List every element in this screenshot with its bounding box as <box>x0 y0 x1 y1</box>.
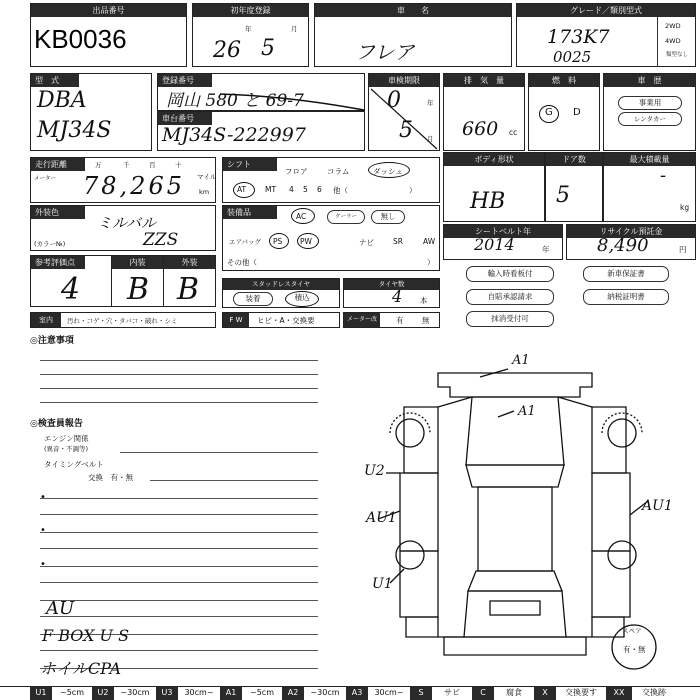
displacement-value: 660 <box>462 118 499 140</box>
score-interior: B <box>127 272 150 307</box>
legend-code-u1: U1 <box>30 686 52 700</box>
model-type-label: 型 式 <box>31 74 79 87</box>
model-type-value-2: MJ34S <box>37 118 112 143</box>
meter-status-yes[interactable]: 有 <box>396 316 404 325</box>
model-name-box <box>314 3 512 67</box>
model-name-value: フレア <box>355 40 415 64</box>
diagram-roof <box>478 487 552 571</box>
displacement-label: 排 気 量 <box>444 74 524 87</box>
meter-status-no[interactable]: 無 <box>422 316 430 325</box>
diagram-a1-hood: A1 <box>518 404 536 419</box>
diagram-spare-opt: 有・無 <box>623 645 646 654</box>
seatbelt-suffix: 年 <box>542 245 550 254</box>
fuel-diesel[interactable]: D <box>573 107 581 118</box>
model-type-value-1: DBA <box>37 88 87 113</box>
legend-desc-u1: ~5cm <box>60 688 84 697</box>
inspection-label: 車検期限 <box>369 74 439 87</box>
meter-status-label: メーター改 <box>344 313 380 327</box>
equipment-navi[interactable]: ナビ <box>359 238 374 247</box>
grade-label: グレード／類別型式 <box>517 4 695 17</box>
shift-dash[interactable]: ダッシュ <box>373 167 403 176</box>
body-label: ボディ形状 <box>444 153 544 166</box>
inspection-box <box>368 73 440 151</box>
equipment-airbag[interactable]: エアバッグ <box>229 238 261 246</box>
shift-gear-6[interactable]: 6 <box>317 185 322 194</box>
plate-box <box>157 73 365 111</box>
mileage-unit-man: 万 <box>95 161 102 169</box>
legend-code-a2: A2 <box>282 686 304 700</box>
legend-desc-a1: ~5cm <box>250 688 274 697</box>
equipment-cooler[interactable]: クーラー <box>327 210 365 224</box>
diagram-left-front-fender <box>404 407 438 473</box>
equipment-other: その他（ <box>227 258 257 267</box>
fw-label: F W <box>223 313 249 327</box>
first-reg-month-suffix: 月 <box>291 25 298 33</box>
mileage-unit-hyaku: 百 <box>149 161 156 169</box>
displacement-unit: cc <box>509 128 518 137</box>
diagram-rear-bumper <box>444 637 586 655</box>
first-reg-year-suffix: 年 <box>245 25 252 33</box>
legend-code-s: S <box>410 686 432 700</box>
score-exterior: B <box>177 272 200 307</box>
score-exterior-label: 外装 <box>164 256 215 269</box>
legend-code-a1: A1 <box>220 686 242 700</box>
shift-label: シフト <box>223 158 277 171</box>
doc-import-plate[interactable]: 輸入時看板付 <box>466 266 554 282</box>
doc-jibai[interactable]: 自賠承認請求 <box>466 289 554 305</box>
legend-desc-xx: 交換跡 <box>642 688 666 697</box>
studless-label: スタッドレスタイヤ <box>223 279 339 290</box>
first-reg-box <box>192 3 309 67</box>
grade-value-2: 0025 <box>553 48 592 66</box>
history-business[interactable]: 事業用 <box>618 96 682 110</box>
diagram-wheel-fr <box>608 419 636 447</box>
plate-label: 登録番号 <box>158 74 212 87</box>
inspector-hw-2: F BOX U S <box>42 626 130 645</box>
lot-number-box <box>30 3 187 67</box>
interior-strip-label: 室内 <box>31 313 61 327</box>
mileage-unit-km: km <box>199 188 210 196</box>
shift-other: 他（ <box>333 186 348 195</box>
diagram-u2: U2 <box>364 463 385 479</box>
legend-desc-u3: 30cm~ <box>184 688 214 697</box>
studless-box <box>222 278 340 308</box>
grade-ruibetsu: 類型なし <box>665 52 688 58</box>
shift-mt[interactable]: MT <box>265 185 277 194</box>
diagram-left-quarter <box>406 617 438 637</box>
diagram-a1-top: A1 <box>512 353 530 368</box>
inspector-engine: エンジン関係 <box>44 434 89 443</box>
model-type-box <box>30 73 152 151</box>
diagram-wheel-rr <box>608 541 636 569</box>
equipment-pw[interactable]: PW <box>300 237 312 246</box>
lot-number-label: 出品番号 <box>31 4 186 17</box>
legend-code-u3: U3 <box>156 686 178 700</box>
legend-desc-s: サビ <box>444 688 460 697</box>
equipment-ac[interactable]: AC <box>296 212 307 221</box>
doc-tax[interactable]: 納税証明書 <box>583 289 669 305</box>
mileage-unit-juu: 十 <box>175 161 182 169</box>
studless-opt1[interactable]: 装着 <box>233 292 273 306</box>
diagram-hood <box>466 397 564 465</box>
inspection-month-suffix: 月 <box>427 135 434 143</box>
legend-desc-a2: ~30cm <box>310 688 340 697</box>
equipment-box <box>222 205 440 271</box>
diagram-right-front-door <box>592 473 630 551</box>
capacity-unit: kg <box>680 203 690 212</box>
doors-box <box>545 152 603 222</box>
legend-desc-x: 交換要す <box>565 688 597 697</box>
inspector-title: ◎検査員報告 <box>30 419 83 429</box>
diagram-windshield <box>466 465 564 487</box>
fuel-gas[interactable]: G <box>545 107 553 118</box>
grade-4wd: 4WD <box>665 37 681 45</box>
body-box <box>443 152 545 222</box>
diagram-left-rear-door <box>400 551 438 617</box>
seatbelt-label: シートベルト年 <box>444 225 562 238</box>
equipment-other-close: ） <box>427 258 435 267</box>
legend-code-xx: XX <box>606 686 632 700</box>
body-value: HB <box>470 189 506 214</box>
diagram-right-front-fender <box>592 407 626 473</box>
displacement-box <box>443 73 525 151</box>
history-box <box>603 73 696 151</box>
tires-box <box>343 278 440 308</box>
grade-2wd: 2WD <box>665 22 681 30</box>
mileage-label: 走行距離 <box>31 158 85 171</box>
first-reg-label: 初年度登録 <box>193 4 308 17</box>
interior-strip-text: 汚れ・コゲ・穴・タバコ・破れ・シミ <box>67 317 178 325</box>
equipment-sr[interactable]: SR <box>393 237 403 246</box>
studless-opt2[interactable]: 積込 <box>294 293 310 302</box>
notes-title: ◎注意事項 <box>30 336 74 346</box>
color-code-label: (カラー№) <box>34 240 66 248</box>
score-value: 4 <box>61 272 81 307</box>
capacity-label: 最大積載量 <box>604 153 695 166</box>
legend-desc-c: 腐食 <box>506 688 522 697</box>
history-label: 車 歴 <box>604 74 695 87</box>
inspection-year: 0 <box>387 88 401 113</box>
mileage-meter: メーター <box>34 176 57 182</box>
legend-code-c: C <box>472 686 494 700</box>
score-label: 参考評価点 <box>31 256 85 269</box>
doc-masshou[interactable]: 抹消受付可 <box>466 311 554 327</box>
diagram-rear-glass <box>468 571 562 591</box>
fuel-label: 燃 料 <box>529 74 599 87</box>
score-interior-label: 内装 <box>112 256 163 269</box>
diagram-right-rear-door <box>592 551 630 617</box>
diagram-au1-right: AU1 <box>642 498 673 514</box>
lot-number-value: KB0036 <box>34 24 127 54</box>
inspection-year-suffix: 年 <box>427 99 434 107</box>
color-code: ZZS <box>143 230 179 250</box>
first-reg-year: 26 <box>213 38 241 63</box>
color-box <box>30 205 216 251</box>
doc-warranty[interactable]: 新車保証書 <box>583 266 669 282</box>
legend-desc-a3: 30cm~ <box>374 688 404 697</box>
diagram-spare-label: スペア <box>622 627 642 635</box>
grade-box <box>516 3 696 67</box>
inspection-month: 5 <box>399 118 413 143</box>
color-value: ミルバル <box>97 214 156 232</box>
inspector-hw-1: AU <box>46 598 75 619</box>
shift-close: ） <box>409 186 417 195</box>
color-label: 外装色 <box>31 206 85 219</box>
mileage-box <box>30 157 216 203</box>
inspector-timing: タイミングベルト <box>44 460 104 469</box>
recycle-value: 8,490 <box>597 235 649 256</box>
diagram-plate <box>490 601 540 615</box>
diagram-au1-left: AU1 <box>366 510 397 526</box>
chassis-label: 車台番号 <box>158 112 212 125</box>
score-box <box>30 255 216 307</box>
recycle-label: リサイクル預託金 <box>567 225 695 238</box>
doors-value: 5 <box>556 183 570 208</box>
diagram-wheel-fl <box>396 419 424 447</box>
diagram-tailgate <box>464 591 566 637</box>
diagram-front-bumper <box>438 373 592 397</box>
inspector-exchange: 交換 有・無 <box>88 473 133 482</box>
inspector-hw-3: ホイルCPA <box>40 659 122 678</box>
equipment-ps[interactable]: PS <box>273 237 283 246</box>
chassis-box <box>157 111 365 151</box>
shift-box <box>222 157 440 203</box>
equipment-none[interactable]: 無し <box>371 210 405 224</box>
doors-label: ドア数 <box>546 153 602 166</box>
shift-floor[interactable]: フロア <box>285 167 308 176</box>
recycle-box <box>566 224 696 260</box>
tires-unit: 本 <box>420 296 428 305</box>
inspector-engine-sub: (異音・不調等) <box>44 445 89 453</box>
model-name-label: 車 名 <box>315 4 511 17</box>
fuel-box <box>528 73 600 151</box>
seatbelt-value: 2014 <box>474 235 515 254</box>
equipment-label: 装備品 <box>223 206 277 219</box>
shift-gear-5[interactable]: 5 <box>303 185 308 194</box>
mileage-unit-sen: 千 <box>123 161 130 169</box>
first-reg-month: 5 <box>261 36 275 61</box>
fw-box <box>222 312 340 328</box>
tires-label: タイヤ数 <box>344 279 439 290</box>
chassis-value: MJ34S-222997 <box>162 124 306 146</box>
tires-value: 4 <box>392 287 403 306</box>
shift-column[interactable]: コラム <box>327 167 350 176</box>
plate-value: 岡山 580 と 69-7 <box>166 91 304 111</box>
mileage-value: 78,265 <box>83 172 185 200</box>
legend-code-a3: A3 <box>346 686 368 700</box>
mileage-unit-mile: マイル <box>197 173 217 181</box>
capacity-value: - <box>660 165 667 186</box>
grade-value: 173K7 <box>547 26 610 48</box>
equipment-aw[interactable]: AW <box>423 237 436 246</box>
seatbelt-box <box>443 224 563 260</box>
shift-at[interactable]: AT <box>237 185 247 194</box>
interior-strip <box>30 312 216 328</box>
fw-text: ヒビ・A・交換要 <box>257 316 315 325</box>
plate-strike <box>218 90 366 112</box>
history-rental[interactable]: レンタカー <box>618 112 682 126</box>
recycle-suffix: 円 <box>679 245 687 254</box>
shift-gear-4[interactable]: 4 <box>289 185 294 194</box>
legend-desc-u2: ~30cm <box>120 688 150 697</box>
diagram-right-quarter <box>592 617 624 637</box>
legend-code-x: X <box>534 686 556 700</box>
capacity-box <box>603 152 696 222</box>
diagram-left-front-door <box>400 473 438 551</box>
legend-code-u2: U2 <box>92 686 114 700</box>
diagram-u1: U1 <box>372 576 393 592</box>
meter-status-box <box>343 312 440 328</box>
